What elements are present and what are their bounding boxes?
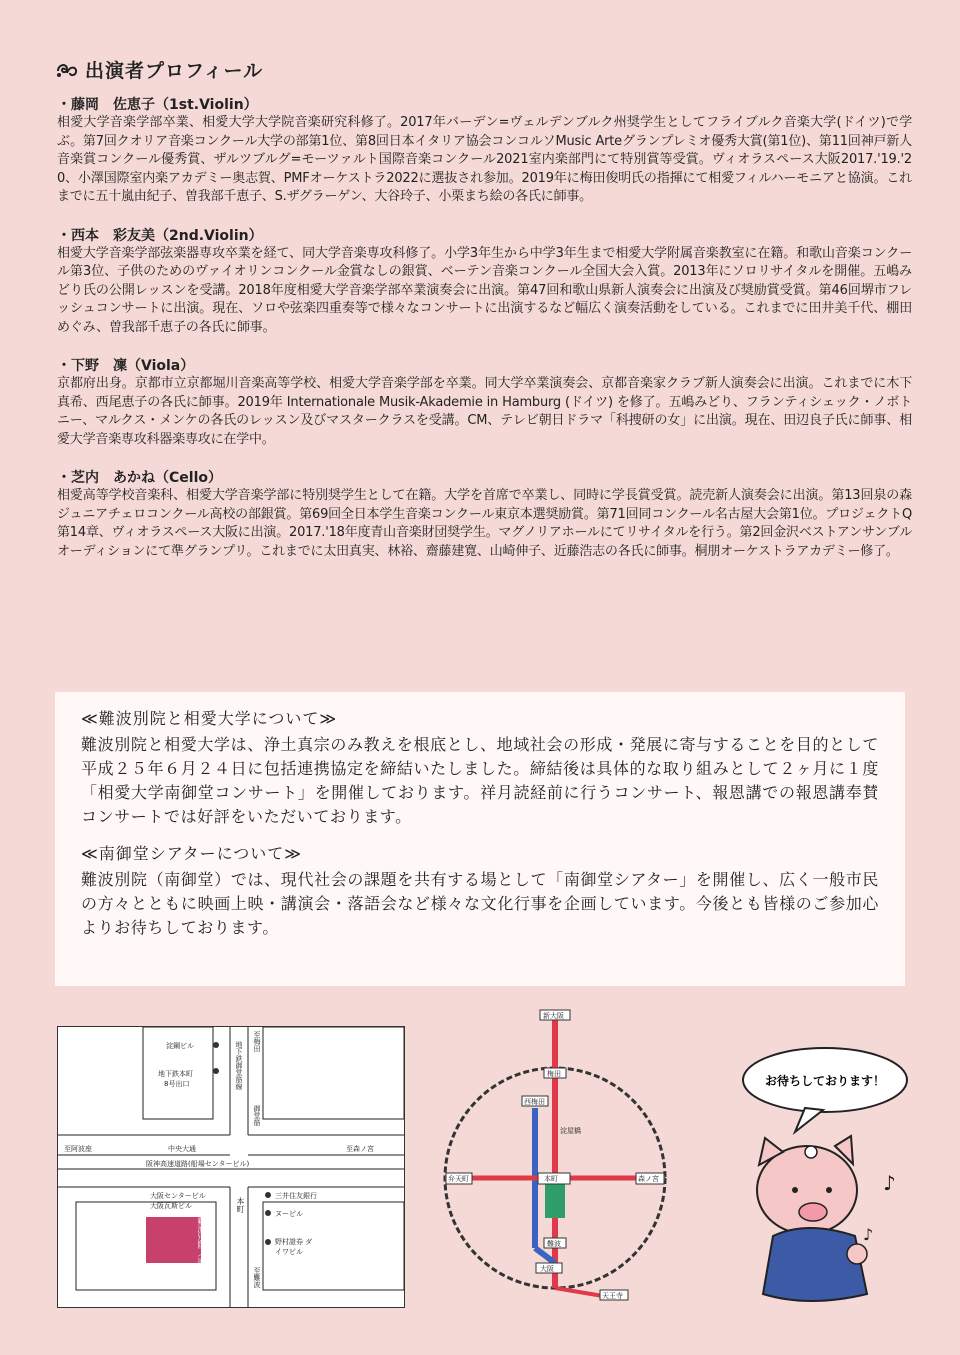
map-label-exit8: 8号出口 xyxy=(164,1080,190,1088)
performer-bio: 相愛高等学校音楽科、相愛大学音楽学部に特別奨学生として在籍。大学を首席で卒業し、同時に学長賞受賞。読売新人演奏会に出演。第13回泉の森ジュニアチェロコンクール高校の部銀賞。第69回全日本学生音楽コンクール東京本選奨励賞。第71回同コンクール名古屋大会第1位。プロジェクトQ第14章、ヴィオラスペース大阪に出演。2017.'18年度青山音楽財団奨学生。マグノリアホールにてリサイタルを行う。第2回金沢ベストアンサンブルオーディションにて準グランプリ。これまでに太田真実、林裕、齋藤建寛、山崎伸子、近藤浩志の各氏に師事。桐朋オーケストラアカデミー修了。 xyxy=(57,488,912,559)
map-label-osaka-gas: 大阪瓦斯ビル xyxy=(150,1202,192,1210)
station-yodoyabashi: 淀屋橋 xyxy=(560,1127,581,1135)
station-osaka: 大阪 xyxy=(540,1265,554,1273)
theater-heading: ≪南御堂シアターについて≫ xyxy=(81,844,303,863)
map-label-midosuji-line: 地下鉄御堂筋線 xyxy=(235,1041,243,1090)
map-label-namba: 至難波 xyxy=(253,1267,261,1288)
mascot-robe xyxy=(763,1228,867,1301)
music-note-icon: ♪ xyxy=(883,1171,896,1195)
map-label-hanshin: 阪神高速道路(船場センタービル) xyxy=(146,1160,250,1168)
performer-bio: 京都府出身。京都市立京都堀川音楽高等学校、相愛大学音楽学部を卒業。同大学卒業演奏会、京都音楽家クラブ新人演奏会に出演。これまでに木下真希、西尾恵子の各氏に師事。2019年 Internationale Musik-Akademie in Hamburg (ドイツ) を修了。五嶋みどり、フランティシェック・ノボトニー、マルクス・メンケの各氏のレッスン及びマスタークラスを受講。CM、テレビ朝日ドラマ「科捜研の女」に出演。現在、田辺良子氏に師事、相愛大学音楽専攻科器楽専攻に在学中。 xyxy=(57,376,912,447)
performer-profile-nishimoto xyxy=(57,227,912,338)
map-label-yupiru: ヌーピル xyxy=(275,1210,303,1218)
map-label-honmachi: 本町 xyxy=(236,1197,245,1213)
performer-profile-shibauchi xyxy=(57,469,912,561)
station-shin-osaka: 新大阪 xyxy=(543,1012,564,1020)
temple-block xyxy=(146,1217,201,1263)
street-map xyxy=(57,1026,405,1308)
performer-bio: 相愛大学音楽学部卒業、相愛大学大学院音楽研究科修了。2017年バーデン=ヴェルデンブルク州奨学生としてフライブルク音楽大学(ドイツ)で学ぶ。第7回クオリア音楽コンクール大学の部第1位、第8回日本イタリア協会コンコルソMusic Arteグランプレミオ優秀大賞(第1位)、第11回神戸新人音楽賞コンクール優秀賞、ザルツブルグ=モーツァルト国際音楽コンクール2021室内楽部門にて特別賞等受賞。ヴィオラスペース大阪2017.'19.'20、小澤国際室内楽アカデミー奥志賀、PMFオーケストラ2022に選抜され参加。2019年に梅田俊明氏の指揮にて相愛フィルハーモニアと協演。これまでに五十嵐由紀子、曽我部千恵子、S.ザグラーゲン、大谷玲子、小栗まち絵の各氏に師事。 xyxy=(57,115,912,204)
map-label-chuo-odori: 中央大通 xyxy=(168,1145,196,1153)
theater-text: 難波別院（南御堂）では、現代社会の課題を共有する場として「南御堂シアター」を開催し、広く一般市民の方々とともに映画上映・講演会・落語会など様々な文化行事を企画しています。今後とも皆様のご参加心よりお待ちしております。 xyxy=(81,870,879,937)
performer-profile-fujioka xyxy=(57,96,912,207)
map-label-midosuji-road: 御堂筋 xyxy=(253,1105,261,1126)
mascot-speech-text: お待ちしております！ xyxy=(764,1074,886,1088)
map-label-morinomiya: 至森ノ宮 xyxy=(346,1145,374,1153)
map-label-yodoko: 淀鋼ビル xyxy=(166,1042,194,1050)
about-heading: ≪難波別院と相愛大学について≫ xyxy=(81,709,338,728)
performer-name: ・西本 彩友美（2nd.Violin） xyxy=(57,227,263,244)
performer-bio: 相愛大学音楽学部弦楽器専攻卒業を経て、同大学音楽専攻科修了。小学3年生から中学3年生まで相愛大学附属音楽教室に在籍。和歌山音楽コンクール第3位、子供のためのヴァイオリンコンクール金賞なしの銀賞、ベーテン音楽コンクール全国大会入賞。2013年にソロリサイタルを開催。五嶋みどり氏の公開レッスンを受講。2018年度相愛大学音楽学部卒業演奏会に出演。第47回和歌山県新人演奏会に出演及び奨励賞受賞。第46回堺市フレッシュコンサートに出演。現在、ソロや弦楽四重奏等で様々なコンサートに出演するなど幅広く演奏活動をしている。これまでに田井美千代、棚田めぐみ、曽我部千恵子の各氏に師事。 xyxy=(57,245,912,335)
performer-list xyxy=(57,96,912,581)
station-morinomiya: 森ノ宮 xyxy=(638,1175,659,1183)
swirl-logo-icon xyxy=(55,59,79,81)
map-label-honmachi-station: 地下鉄本町 xyxy=(158,1070,193,1078)
station-nishiumeda: 西梅田 xyxy=(524,1098,545,1106)
performer-name: ・芝内 あかね（Cello） xyxy=(57,470,222,486)
profile-title-text: 出演者プロフィール xyxy=(85,60,264,82)
profile-section-title xyxy=(55,56,263,83)
map-label-umeda: 至梅田 xyxy=(253,1031,261,1052)
map-label-smbc: 三井住友銀行 xyxy=(275,1192,317,1200)
station-honmachi: 本町 xyxy=(544,1175,558,1183)
rail-map xyxy=(440,998,670,1310)
station-tennoji: 天王寺 xyxy=(602,1292,623,1300)
map-label-osaka-center: 大阪センタービル xyxy=(150,1192,206,1200)
station-umeda: 梅田 xyxy=(547,1070,561,1078)
mascot-illustration xyxy=(735,1040,915,1310)
station-namba: 難波 xyxy=(547,1240,561,1248)
performer-profile-shimono xyxy=(57,357,912,449)
about-text: 難波別院と相愛大学は、浄土真宗のみ教えを根底とし、地域社会の形成・発展に寄与することを目的として平成２５年６月２４日に包括連携協定を締結いたしました。締結後は具体的な取り組みとして２ヶ月に１度「相愛大学南御堂コンサート」を開催しております。祥月読経前に行うコンサート、報恩講での報恩講奉賛コンサートでは好評をいただいております。 xyxy=(81,735,879,826)
map-label-awaza: 至阿波座 xyxy=(64,1145,92,1153)
station-bentencho: 弁天町 xyxy=(448,1175,469,1183)
map-label-daiwa: 野村證券 ダイワビル xyxy=(275,1238,313,1256)
map-label-nanbetsuin: 難波別院（南御堂） xyxy=(197,1217,206,1289)
performer-name: ・藤岡 佐恵子（1st.Violin） xyxy=(57,97,258,113)
info-panel xyxy=(55,692,905,986)
performer-name: ・下野 凜（Viola） xyxy=(57,358,195,374)
music-note-icon: ♪ xyxy=(863,1225,874,1244)
